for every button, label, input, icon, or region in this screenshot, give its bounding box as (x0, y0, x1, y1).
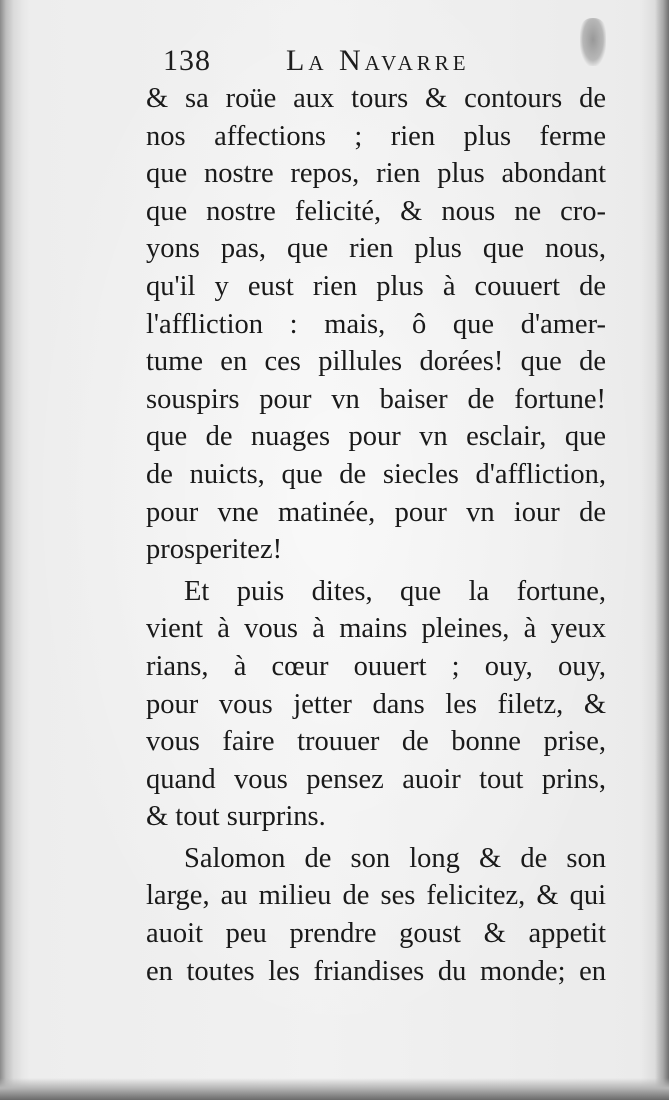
paragraph (146, 573, 606, 836)
text-line: de nuicts, que de siecles d'affliction, (146, 458, 606, 490)
text-line: l'affliction : mais, ô que d'amer- (146, 308, 606, 340)
text-line: prosperitez! (146, 534, 283, 566)
text-line: souspirs pour vn baiser de fortune! (146, 383, 606, 415)
text-line: Et puis dites, que la fortune, (184, 575, 606, 607)
text-line: que de nuages pour vn esclair, que (146, 421, 606, 453)
text-line: auoit peu prendre goust & appetit (146, 918, 606, 950)
text-line: pour vous jetter dans les filetz, & (146, 688, 606, 720)
text-line: large, au milieu de ses felicitez, & qui (146, 880, 606, 912)
text-line: & tout surprins. (146, 801, 326, 833)
paragraph (146, 80, 606, 569)
text-line: en toutes les friandises du monde; en (146, 955, 606, 987)
page-header (163, 44, 613, 84)
text-line: Salomon de son long & de son (184, 842, 606, 874)
paragraph (146, 840, 606, 990)
page-bottom-edge (0, 1078, 669, 1100)
page-gutter-shadow (0, 0, 22, 1100)
text-line: nos affections ; rien plus ferme (146, 120, 606, 152)
text-line: quand vous pensez auoir tout prins, (146, 763, 606, 795)
text-line: qu'il y eust rien plus à couuert de (146, 270, 606, 302)
text-line: pour vne matinée, pour vn iour de (146, 496, 606, 528)
text-line: vient à vous à mains pleines, à yeux (146, 613, 606, 645)
text-line: vous faire trouuer de bonne prise, (146, 726, 606, 758)
page-number: 138 (163, 44, 211, 77)
text-line: yons pas, que rien plus que nous, (146, 233, 606, 265)
page-right-edge (655, 0, 669, 1100)
body-text (146, 80, 606, 990)
text-line: que nostre felicité, & nous ne cro- (146, 195, 606, 227)
running-title: La Navarre (286, 44, 470, 77)
text-line: & sa roüe aux tours & contours de (146, 83, 606, 114)
text-line: que nostre repos, rien plus abondant (146, 158, 606, 190)
text-line: tume en ces pillules dorées! que de (146, 346, 606, 378)
text-line: rians, à cœur ouuert ; ouy, ouy, (146, 650, 606, 682)
